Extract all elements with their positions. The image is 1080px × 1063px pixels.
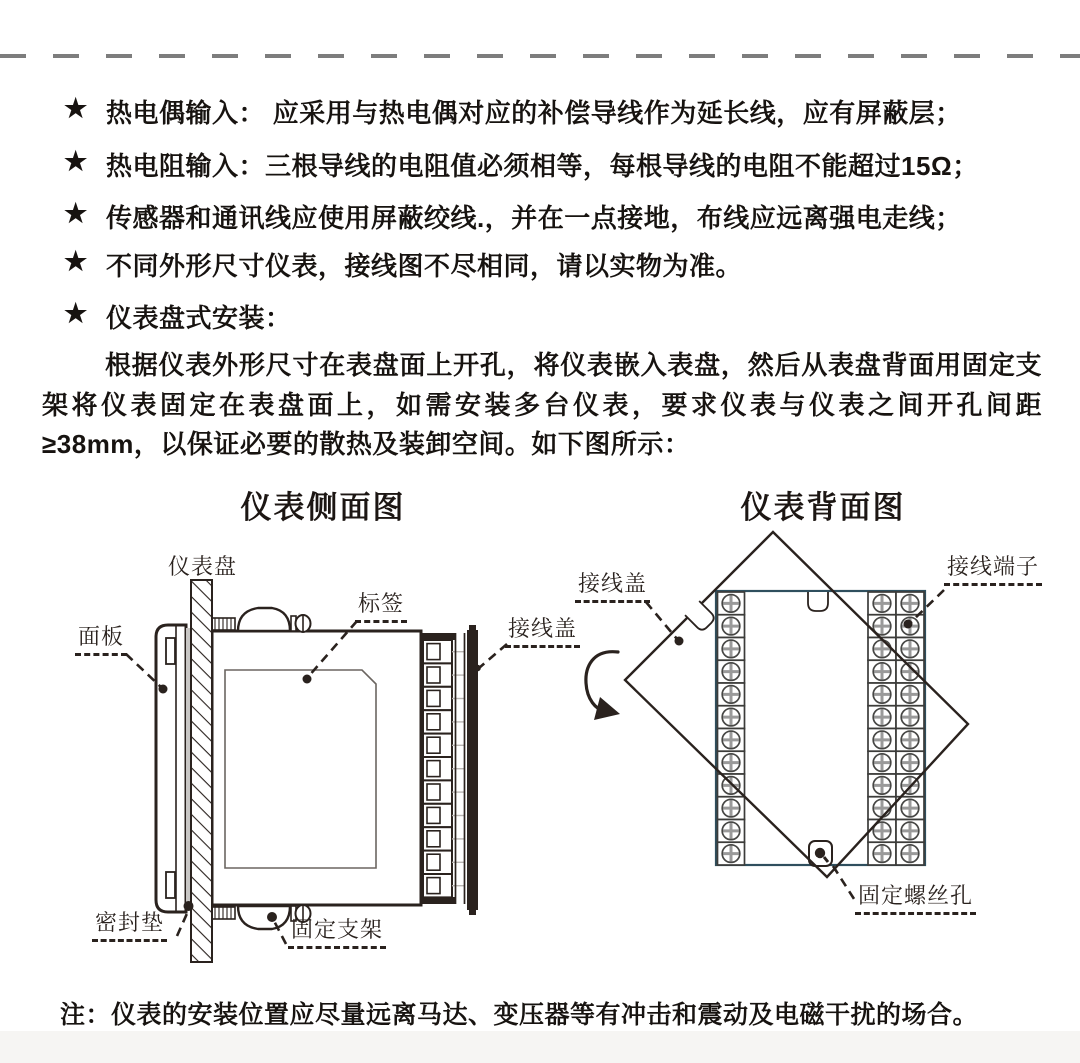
top-slot-notch xyxy=(808,592,828,611)
label-wiring-cover-side: 接线盖 xyxy=(505,617,580,648)
page-bottom-band xyxy=(0,1031,1080,1063)
star-icon: ★ xyxy=(64,146,88,176)
wiring-cover-bar xyxy=(467,630,478,910)
back-view-title: 仪表背面图 xyxy=(740,490,906,525)
side-view-title: 仪表侧面图 xyxy=(240,490,406,525)
bullet-thermocouple xyxy=(64,93,962,130)
bullet-text: 传感器和通讯线应使用屏蔽绞线.，并在一点接地，布线应远离强电走线； xyxy=(106,203,962,233)
label-bracket: 固定支架 xyxy=(288,918,386,949)
label-terminals: 接线端子 xyxy=(944,555,1042,586)
star-icon: ★ xyxy=(64,198,88,228)
rear-terminal-ladder xyxy=(420,625,478,915)
footer-note: 注：仪表的安装位置应尽量远离马达、变压器等有冲击和震动及电磁干扰的场合。 xyxy=(60,1001,979,1029)
bullet-dimension-note xyxy=(64,246,742,283)
cover-slot-notch xyxy=(685,601,716,632)
panel-wall-hatched xyxy=(191,580,212,962)
rotate-arrow-icon xyxy=(586,652,620,720)
bullet-rtd xyxy=(64,146,979,183)
label-sticker: 标签 xyxy=(355,592,407,623)
section-title: 仪表盘式安装： xyxy=(106,303,292,333)
bullet-text: 不同外形尺寸仪表，接线图不尽相同，请以实物为准。 xyxy=(106,251,743,281)
section-panel-mount xyxy=(64,298,292,335)
install-paragraph: 根据仪表外形尺寸在表盘面上开孔，将仪表嵌入表盘，然后从表盘背面用固定支架将仪表固定在表盘面上，如需安装多台仪表，要求仪表与仪表之间开孔间距≥38mm，以保证必要的散热及装卸空间。如下图所示： xyxy=(42,350,1042,459)
label-gasket: 密封垫 xyxy=(92,911,167,942)
bullet-sensor-wiring xyxy=(64,198,962,235)
bullet-text: 热电偶输入： 应采用与热电偶对应的补偿导线作为延长线，应有屏蔽层； xyxy=(106,98,962,128)
bullet-text: 热电阻输入：三根导线的电阻值必须相等，每根导线的电阻不能超过15Ω； xyxy=(106,151,979,181)
star-icon: ★ xyxy=(64,246,88,276)
instrument-body xyxy=(212,631,421,905)
label-panel-board: 仪表盘 xyxy=(168,554,238,579)
torn-page-dashed-divider xyxy=(0,54,1080,58)
star-icon: ★ xyxy=(64,93,88,123)
top-fixing-bracket xyxy=(212,608,311,632)
front-panel-bezel xyxy=(156,625,186,912)
star-icon: ★ xyxy=(64,298,88,328)
label-screw-hole: 固定螺丝孔 xyxy=(855,884,976,915)
label-front-panel: 面板 xyxy=(75,625,127,656)
label-wiring-cover-back: 接线盖 xyxy=(575,572,650,603)
